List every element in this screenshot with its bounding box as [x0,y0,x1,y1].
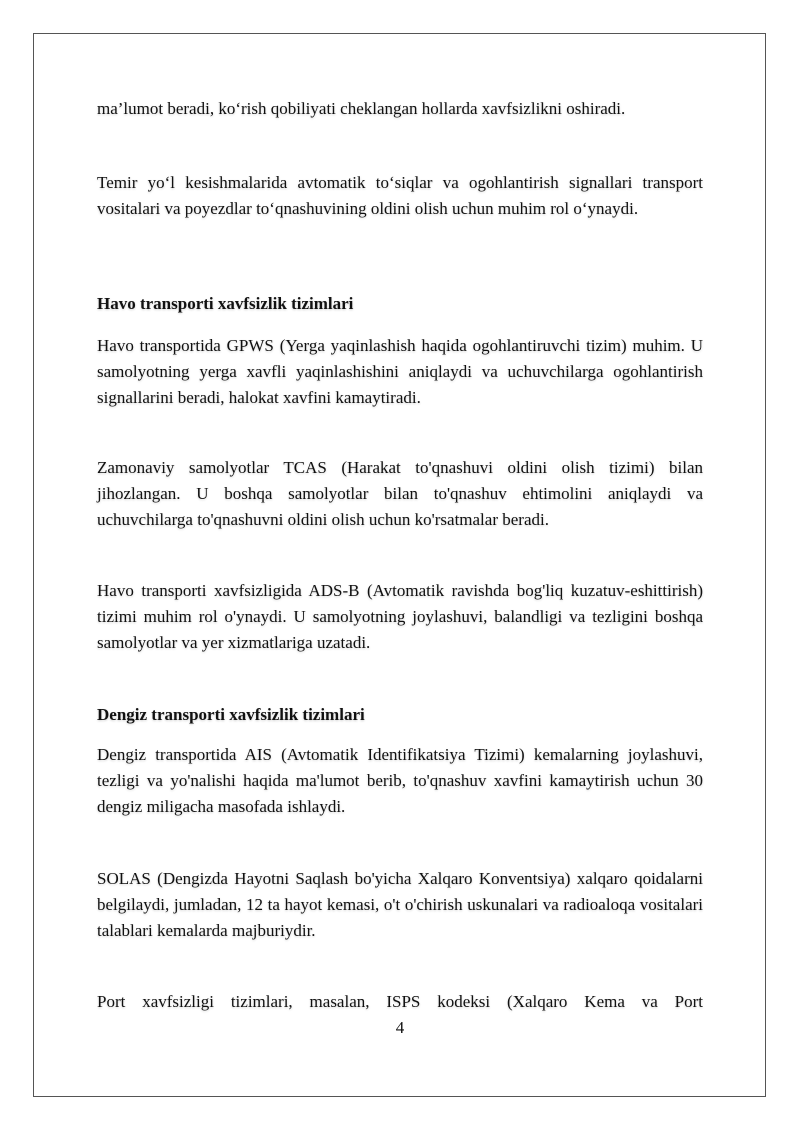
paragraph-ads-b: Havo transporti xavfsizligida ADS-B (Avtomatik ravishda bog'liq kuzatuv-eshittirish) tizimi muhim rol o'ynaydi. U samolyotning joylashuvi, balandligi va tezligini boshqa samolyotlar va yer xizmatlariga uzatadi. [97,581,703,652]
page-number: 4 [395,1018,405,1037]
paragraph-tcas: Zamonaviy samolyotlar TCAS (Harakat to'qnashuvi oldini olish tizimi) bilan jihozlangan. U boshqa samolyotlar bilan to'qnashuv ehtimolini aniqlaydi va uchuvchilarga to'qnashuvni oldini olish uchun ko'rsatmalar beradi. [97,458,703,529]
paragraph-solas: SOLAS (Dengizda Hayotni Saqlash bo'yicha Xalqaro Konventsiya) xalqaro qoidalarni belgilaydi, jumladan, 12 ta hayot kemasi, o't o'chirish uskunalari va radioaloqa vositalari talablari kemalarda majburiydir. [97,869,703,940]
paragraph-port-security: Port xavfsizligi tizimlari, masalan, ISPS kodeksi (Xalqaro Kema va Port [97,992,703,1011]
paragraph-ais: Dengiz transportida AIS (Avtomatik Identifikatsiya Tizimi) kemalarning joylashuvi, tezligi va yo'nalishi haqida ma'lumot berib, to'qnashuv xavfini kamaytirish uchun 30 dengiz miligacha masofada ishlaydi. [97,745,703,816]
paragraph-gpws: Havo transportida GPWS (Yerga yaqinlashish haqida ogohlantiruvchi tizim) muhim. U samolyotning yerga xavfli yaqinlashishini aniqlaydi va uchuvchilarga ogohlantirish signallarini beradi, halokat xavfini kamaytiradi. [97,336,703,407]
paragraph-continuation: ma’lumot beradi, ko‘rish qobiliyati cheklangan hollarda xavfsizlikni oshiradi. [97,99,626,118]
paragraph-railway-barriers: Temir yo‘l kesishmalarida avtomatik to‘siqlar va ogohlantirish signallari transport vositalari va poyezdlar to‘qnashuvining oldini olish uchun muhim rol o‘ynaydi. [97,173,703,218]
heading-air-transport-safety: Havo transporti xavfsizlik tizimlari [97,294,354,313]
heading-sea-transport-safety: Dengiz transporti xavfsizlik tizimlari [97,705,365,724]
